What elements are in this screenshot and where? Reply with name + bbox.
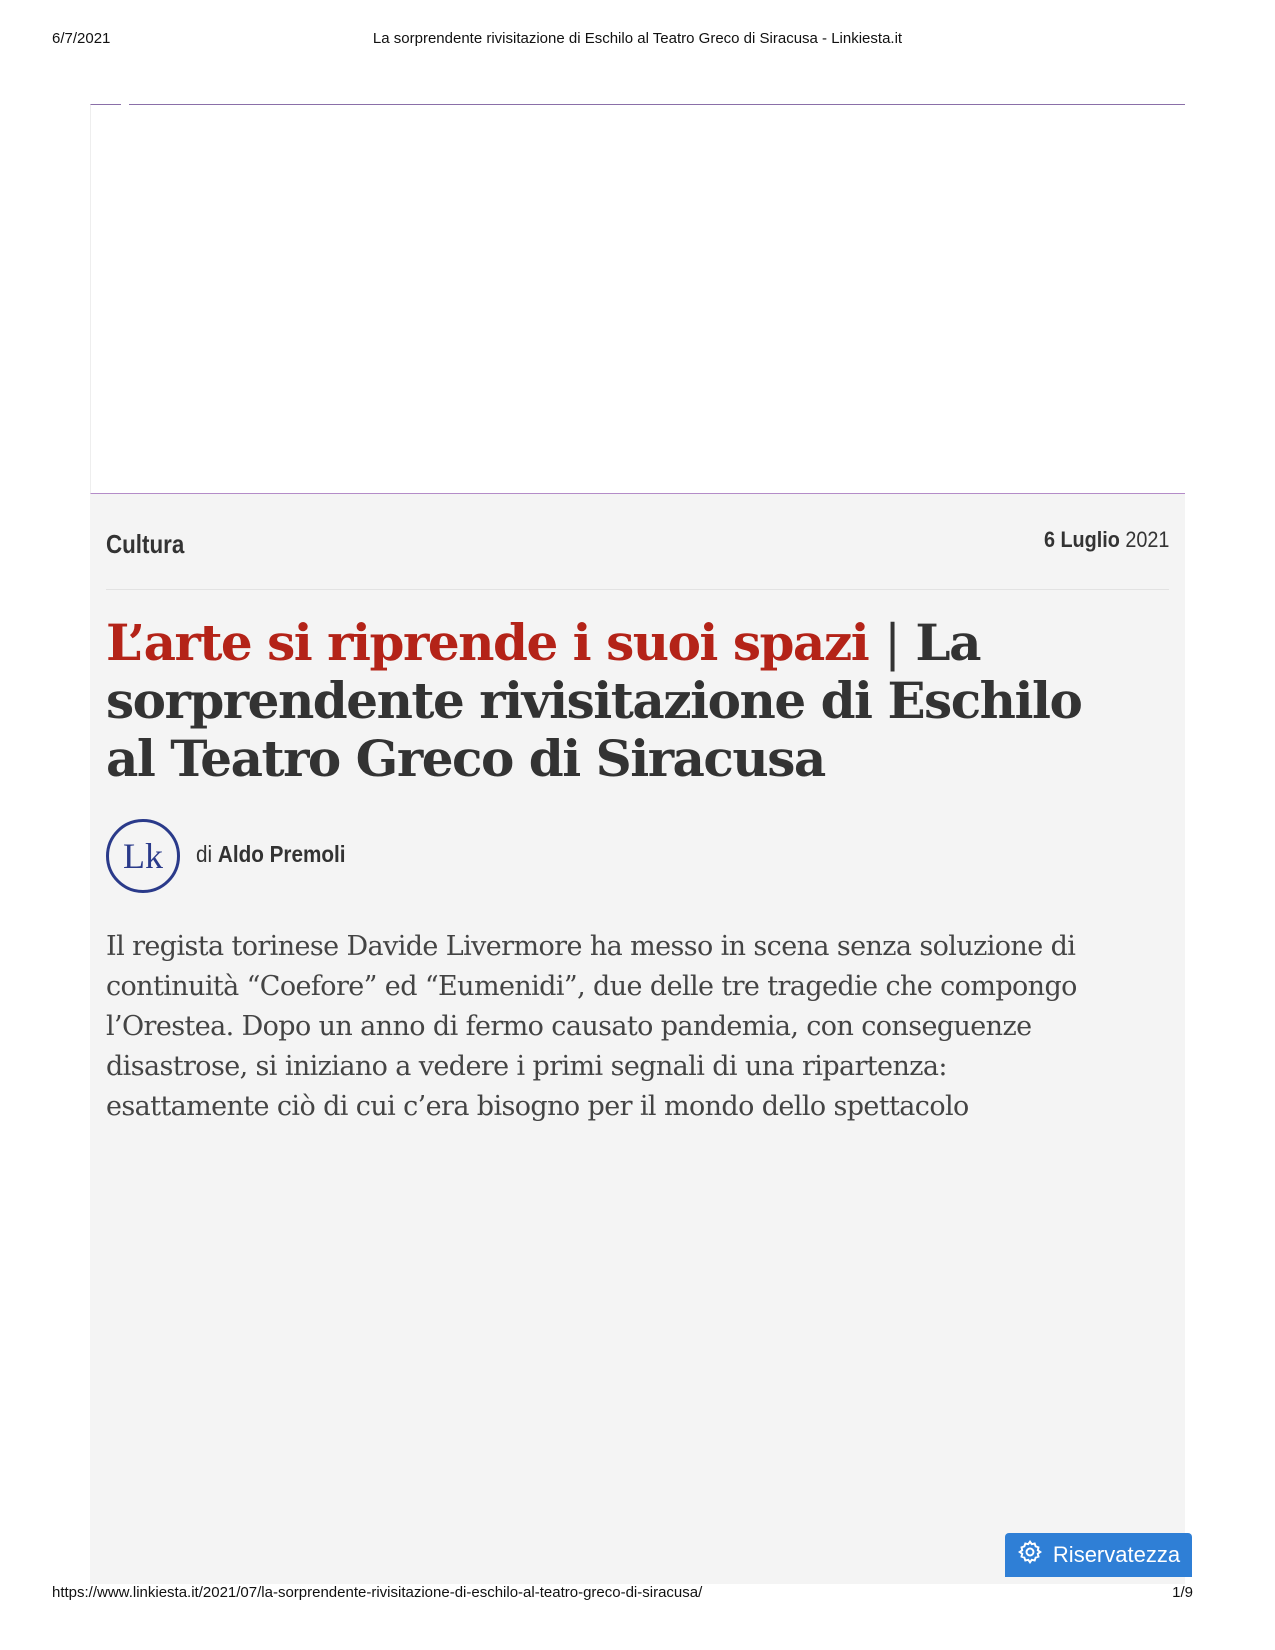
author-name[interactable]: Aldo Premoli xyxy=(217,841,346,867)
gear-icon xyxy=(1017,1539,1043,1571)
byline xyxy=(106,819,706,899)
print-header xyxy=(52,30,1223,52)
article-headline xyxy=(106,614,1126,788)
article-meta xyxy=(106,519,1169,590)
privacy-button-label: Riservatezza xyxy=(1052,1542,1181,1567)
print-footer xyxy=(52,1584,1223,1606)
headline-kicker[interactable]: L’arte si riprende i suoi spazi xyxy=(106,613,869,672)
publish-date xyxy=(1044,527,1169,553)
article-page xyxy=(90,104,1185,1584)
publish-year: 2021 xyxy=(1124,527,1169,552)
headline-title: La sorprendente rivisitazione di Eschilo al Teatro Greco di Siracusa xyxy=(106,613,1082,788)
publish-day-month: 6 Luglio xyxy=(1043,527,1120,552)
page-number: 1/9 xyxy=(1172,1584,1193,1601)
author-prefix: di xyxy=(196,841,213,867)
byline-text xyxy=(196,841,346,868)
author-avatar[interactable]: Lk xyxy=(106,819,180,893)
print-url: https://www.linkiesta.it/2021/07/la-sorprendente-rivisitazione-di-eschilo-al-teatro-greco-di-siracusa/ xyxy=(52,1584,703,1601)
privacy-button[interactable] xyxy=(1005,1533,1192,1577)
print-date: 6/7/2021 xyxy=(52,30,111,47)
article-summary: Il regista torinese Davide Livermore ha messo in scena senza soluzione di continuità “Coefore” ed “Eumenidi”, due delle tre tragedie che compongo l’Orestea. Dopo un anno di fermo causato pandemia, con conseguenze disastrose, si iniziano a vedere i primi segnali di una ripartenza: esattamente ciò di cui c’era bisogno per il mondo dello spettacolo xyxy=(106,931,1077,1122)
ad-notch xyxy=(121,103,129,107)
category-link[interactable]: Cultura xyxy=(106,529,185,559)
ad-placeholder xyxy=(90,104,1185,494)
headline-separator: | xyxy=(884,614,900,672)
print-title: La sorprendente rivisitazione di Eschilo al Teatro Greco di Siracusa - Linkiesta.it xyxy=(372,30,903,47)
